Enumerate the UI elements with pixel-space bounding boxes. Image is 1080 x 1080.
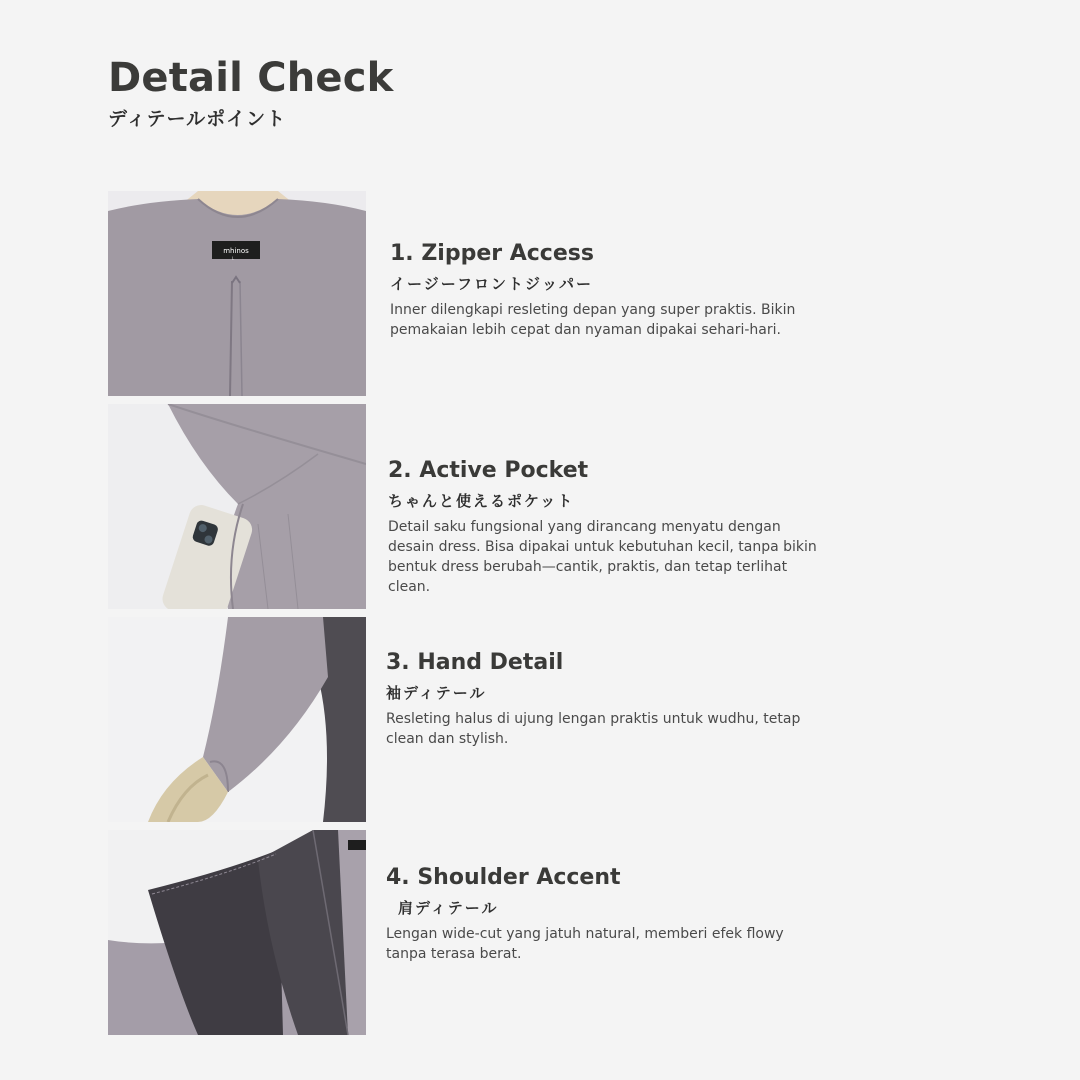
detail-item-pocket [388, 457, 828, 597]
item-subtitle-jp: 肩ディテール [398, 899, 499, 917]
page-header [108, 54, 393, 131]
pocket-illustration [108, 404, 366, 609]
shoulder-photo [108, 830, 366, 1035]
zipper-photo [108, 191, 366, 396]
zipper-illustration [108, 191, 366, 396]
item-subtitle-jp: イージーフロントジッパー [390, 275, 593, 293]
pocket-photo [108, 404, 366, 609]
item-title: 2. Active Pocket [388, 458, 589, 483]
item-title: 1. Zipper Access [390, 241, 594, 266]
item-description: Lengan wide-cut yang jatuh natural, memberi efek flowy tanpa terasa berat. [386, 926, 784, 962]
item-title: 4. Shoulder Accent [386, 865, 621, 890]
detail-item-shoulder [386, 864, 826, 964]
garment-label-brand: mhinos [223, 247, 249, 255]
item-subtitle-jp: 袖ディテール [386, 684, 487, 702]
sleeve-photo [108, 617, 366, 822]
page-subtitle: ディテールポイント [108, 108, 287, 130]
item-description: Resleting halus di ujung lengan praktis untuk wudhu, tetap clean dan stylish. [386, 711, 801, 747]
detail-item-sleeve [386, 649, 826, 749]
sleeve-illustration [108, 617, 366, 822]
garment-label-size: L [231, 256, 235, 261]
shoulder-illustration [108, 830, 366, 1035]
page-title: Detail Check [108, 55, 394, 101]
item-subtitle-jp: ちゃんと使えるポケット [388, 492, 575, 510]
item-description: Inner dilengkapi resleting depan yang super praktis. Bikin pemakaian lebih cepat dan nyaman dipakai sehari-hari. [390, 302, 796, 338]
item-title: 3. Hand Detail [386, 650, 564, 675]
detail-item-zipper [390, 240, 830, 340]
item-description: Detail saku fungsional yang dirancang menyatu dengan desain dress. Bisa dipakai untuk kebutuhan kecil, tanpa bikin bentuk dress berubah—cantik, praktis, dan tetap terlihat clean. [388, 519, 817, 595]
